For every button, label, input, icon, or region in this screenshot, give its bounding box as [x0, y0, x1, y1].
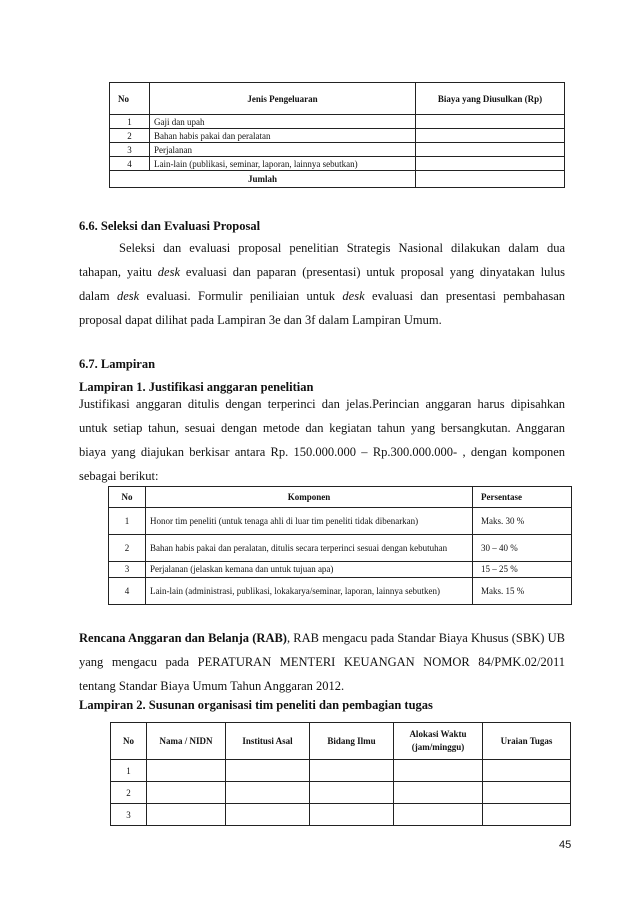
col-biaya: Biaya yang Diusulkan (Rp)	[416, 83, 565, 115]
cell-persentase: 15 – 25 %	[473, 562, 572, 578]
table-header-row	[111, 723, 571, 760]
cell-bidang	[310, 804, 394, 826]
cell-no: 3	[109, 562, 146, 578]
cell-amount	[416, 143, 565, 157]
cell-uraian	[483, 804, 571, 826]
section-6-6-paragraph: Seleksi dan evaluasi proposal penelitian Strategis Nasional dilakukan dalam dua tahapan, yaitu desk evaluasi dan paparan (presentasi) untuk proposal yang dinyatakan lulus dalam desk evaluasi. Formulir peniliaian untuk desk evaluasi dan presentasi pembahasan proposal dapat dilihat pada Lampiran 3e dan 3f dalam Lampiran Umum.	[79, 241, 565, 327]
cell-alokasi	[394, 782, 483, 804]
cell-institusi	[226, 760, 310, 782]
col-bidang: Bidang Ilmu	[310, 723, 394, 760]
rab-bold: Rencana Anggaran dan Belanja (RAB)	[79, 631, 287, 645]
col-jenis: Jenis Pengeluaran	[150, 83, 416, 115]
cell-institusi	[226, 804, 310, 826]
cell-no: 4	[109, 578, 146, 605]
cell-uraian	[483, 782, 571, 804]
col-no: No	[111, 723, 147, 760]
lampiran-1-paragraph: Justifikasi anggaran ditulis dengan terperinci dan jelas.Perincian anggaran harus dipisahkan untuk setiap tahun, sesuai dengan metode dan kegiatan tahun yang bersangkutan. Anggaran biaya yang diajukan berkisar antara Rp. 150.000.000 – Rp.300.000.000- , dengan komponen sebagai berikut:	[79, 397, 565, 483]
cell-bidang	[310, 782, 394, 804]
cell-nama	[147, 804, 226, 826]
cell-item: Perjalanan	[150, 143, 416, 157]
table-header-row	[110, 83, 565, 115]
cell-amount	[416, 129, 565, 143]
cell-total	[416, 171, 565, 188]
cell-no: 1	[109, 508, 146, 535]
table-header-row	[109, 487, 572, 508]
cell-nama	[147, 782, 226, 804]
component-table	[108, 486, 572, 605]
table-row	[111, 760, 571, 782]
col-alokasi: Alokasi Waktu (jam/minggu)	[394, 723, 483, 760]
page-number: 45	[559, 839, 572, 851]
cell-bidang	[310, 760, 394, 782]
cell-no: 2	[111, 782, 147, 804]
table-row	[110, 129, 565, 143]
cell-item: Lain-lain (publikasi, seminar, laporan, lainnya sebutkan)	[150, 157, 416, 171]
cell-no: 2	[109, 535, 146, 562]
table-row	[109, 508, 572, 535]
cell-item: Gaji dan upah	[150, 115, 416, 129]
table-row	[111, 804, 571, 826]
col-institusi: Institusi Asal	[226, 723, 310, 760]
col-uraian: Uraian Tugas	[483, 723, 571, 760]
cell-uraian	[483, 760, 571, 782]
lampiran-1-heading: Lampiran 1. Justifikasi anggaran penelitian	[79, 380, 314, 394]
col-persentase: Persentase	[473, 487, 572, 508]
lampiran-2-heading: Lampiran 2. Susunan organisasi tim peneliti dan pembagian tugas	[79, 698, 433, 712]
cell-alokasi	[394, 760, 483, 782]
team-table	[110, 722, 571, 826]
total-label: Jumlah	[110, 171, 416, 188]
cell-persentase: 30 – 40 %	[473, 535, 572, 562]
cell-no: 3	[110, 143, 150, 157]
table-row	[109, 578, 572, 605]
cell-komponen: Bahan habis pakai dan peralatan, ditulis secara terperinci sesuai dengan kebutuhan	[146, 535, 473, 562]
section-heading-6-6: 6.6. Seleksi dan Evaluasi Proposal	[79, 219, 261, 233]
table-row	[109, 562, 572, 578]
cell-alokasi	[394, 804, 483, 826]
section-heading-6-7: 6.7. Lampiran	[79, 357, 156, 371]
cell-no: 4	[110, 157, 150, 171]
table-row	[111, 782, 571, 804]
cell-no: 1	[110, 115, 150, 129]
cell-amount	[416, 157, 565, 171]
cell-no: 2	[110, 129, 150, 143]
cell-komponen: Lain-lain (administrasi, publikasi, lokakarya/seminar, laporan, lainnya sebutken)	[146, 578, 473, 605]
cell-amount	[416, 115, 565, 129]
cell-komponen: Honor tim peneliti (untuk tenaga ahli di luar tim peneliti tidak dibenarkan)	[146, 508, 473, 535]
table-total-row	[110, 171, 565, 188]
cell-persentase: Maks. 15 %	[473, 578, 572, 605]
cell-nama	[147, 760, 226, 782]
cell-item: Bahan habis pakai dan peralatan	[150, 129, 416, 143]
cell-komponen: Perjalanan (jelaskan kemana dan untuk tujuan apa)	[146, 562, 473, 578]
table-row	[110, 157, 565, 171]
table-row	[110, 143, 565, 157]
cell-no: 1	[111, 760, 147, 782]
col-no: No	[109, 487, 146, 508]
col-komponen: Komponen	[146, 487, 473, 508]
budget-table	[109, 82, 565, 188]
col-nama: Nama / NIDN	[147, 723, 226, 760]
table-row	[109, 535, 572, 562]
cell-persentase: Maks. 30 %	[473, 508, 572, 535]
col-no: No	[110, 83, 150, 115]
rab-paragraph: Rencana Anggaran dan Belanja (RAB), RAB mengacu pada Standar Biaya Khusus (SBK) UB yang mengacu pada PERATURAN MENTERI KEUANGAN NOMOR 84/PMK.02/2011 tentang Standar Biaya Umum Tahun Anggaran 2012.	[79, 631, 565, 693]
cell-institusi	[226, 782, 310, 804]
cell-no: 3	[111, 804, 147, 826]
table-row	[110, 115, 565, 129]
